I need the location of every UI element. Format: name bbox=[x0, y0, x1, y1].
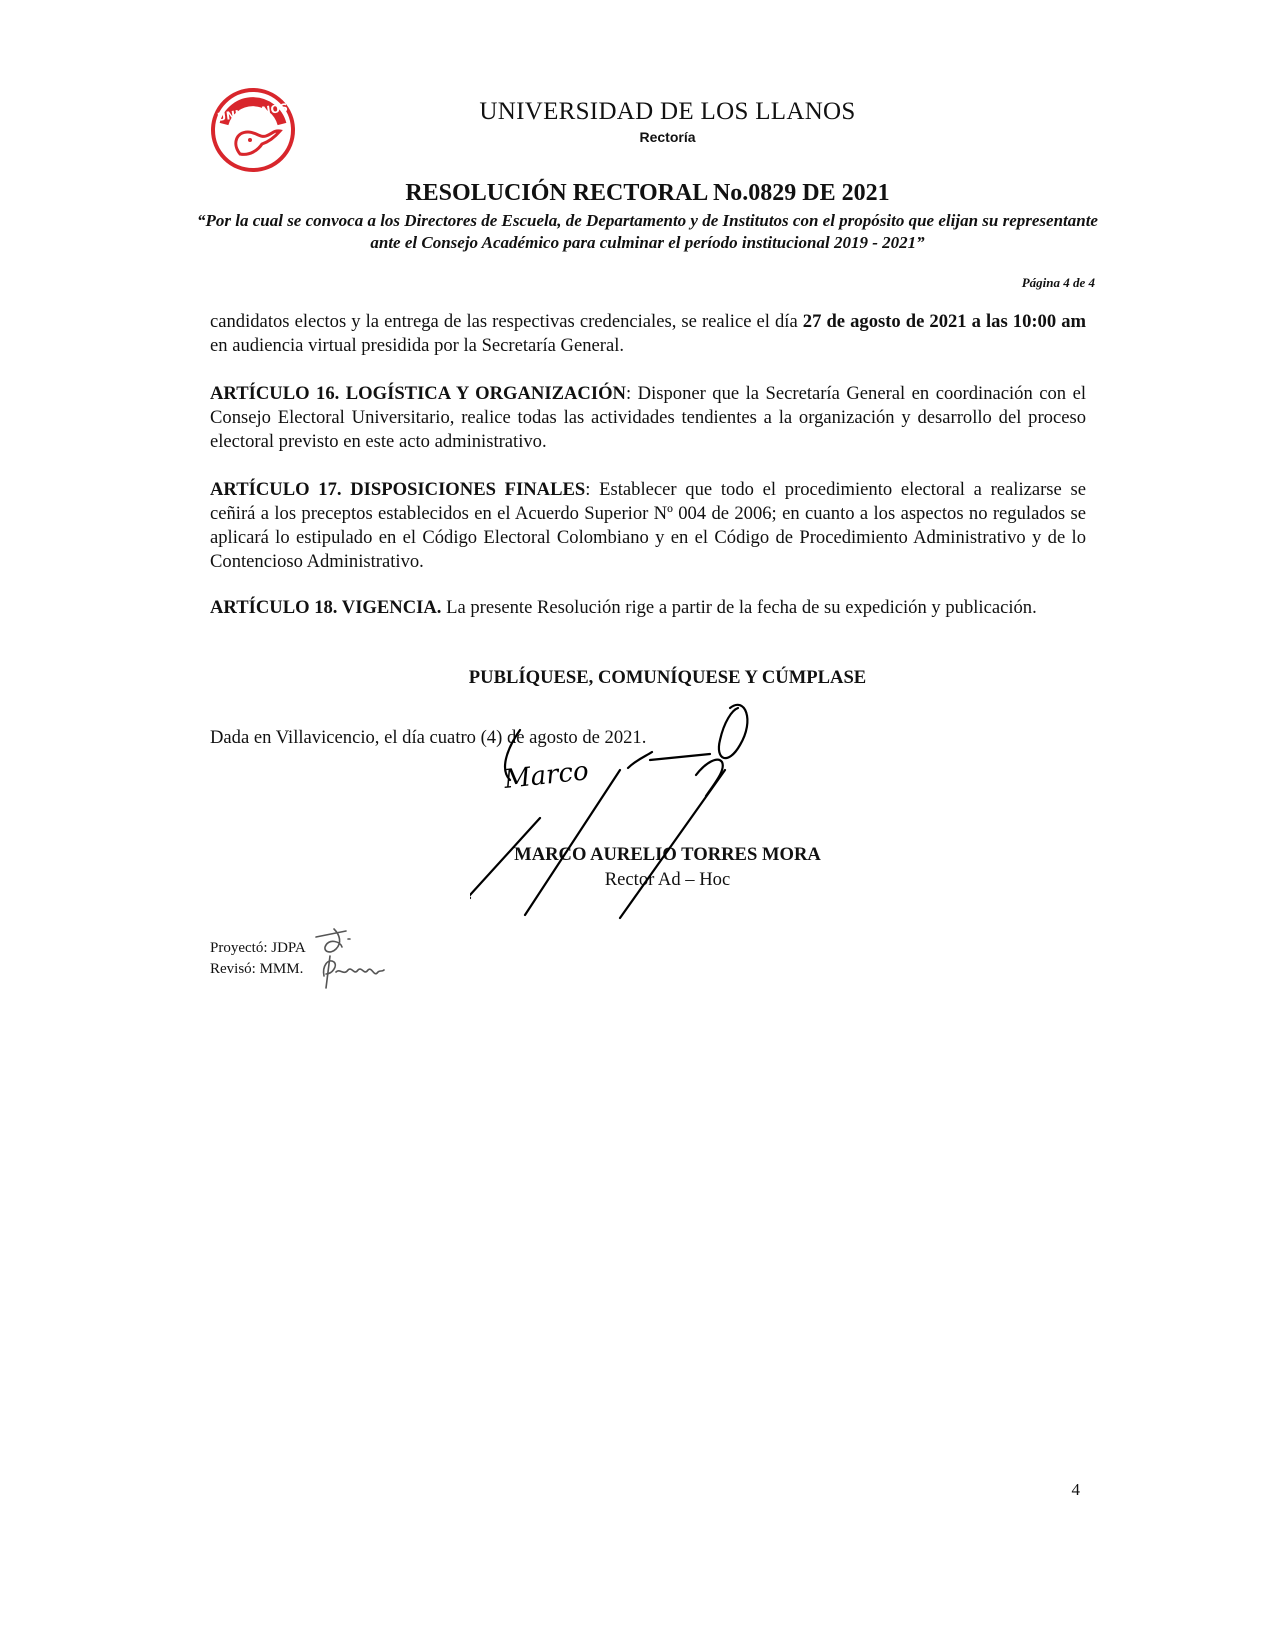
article-16 bbox=[210, 382, 1086, 454]
page-indicator: Página 4 de 4 bbox=[1021, 275, 1095, 290]
closing-formula: PUBLÍQUESE, COMUNÍQUESE Y CÚMPLASE bbox=[468, 667, 867, 688]
p0-text-c: en audiencia virtual presidida por la Secretaría General. bbox=[210, 335, 625, 356]
article-17-heading: ARTÍCULO 17. DISPOSICIONES FINALES bbox=[210, 479, 586, 500]
article-18-heading: ARTÍCULO 18. VIGENCIA. bbox=[210, 597, 442, 618]
article-17-text: : Establecer que todo el procedimiento electoral a realizarse se ceñirá a los preceptos establecidos en el Acuerdo Superior Nº 004 de 2006; en cuanto a los aspectos no regulados se aplicará lo estipulado en el Código Electoral Colombiano y en el Código de Procedimiento Administrativo y de lo Contencioso Administrativo. bbox=[210, 479, 1086, 572]
projected-by: Proyectó: JDPA bbox=[210, 940, 306, 956]
article-17 bbox=[210, 478, 1086, 574]
signatory-role: Rector Ad – Hoc bbox=[604, 869, 731, 890]
p0-date: 27 de agosto de 2021 a las 10:00 am bbox=[802, 311, 1086, 332]
article-18 bbox=[210, 596, 1086, 620]
date-place-line: Dada en Villavicencio, el día cuatro (4) de agosto de 2021. bbox=[210, 727, 647, 748]
handwritten-signature bbox=[470, 700, 780, 960]
initials-block bbox=[210, 938, 306, 980]
initials-signature-2 bbox=[318, 950, 388, 990]
reviewed-by: Revisó: MMM. bbox=[210, 961, 304, 977]
resolution-subtitle: “Por la cual se convoca a los Directores de Escuela, de Departamento y de Institutos con el propósito que elijan su representante ante el Consejo Académico para culminar el período institucional 2019 - 2021” bbox=[197, 211, 1098, 252]
signature-lettering: Marco bbox=[502, 756, 591, 795]
logo-lettering: UNILLANOS bbox=[216, 101, 289, 124]
office-name: Rectoría bbox=[639, 129, 696, 145]
p0-text-a: candidatos electos y la entrega de las respectivas credenciales, se realice el día bbox=[210, 311, 803, 332]
resolution-title: RESOLUCIÓN RECTORAL No.0829 DE 2021 bbox=[405, 180, 890, 206]
university-name: UNIVERSIDAD DE LOS LLANOS bbox=[479, 98, 856, 125]
article-16-text: : Disponer que la Secretaría General en coordinación con el Consejo Electoral Universitario, realice todas las actividades tendientes a la organización y desarrollo del proceso electoral previsto en este acto administrativo. bbox=[210, 383, 1086, 452]
signatory-name: MARCO AURELIO TORRES MORA bbox=[514, 844, 821, 865]
paragraph-continuation bbox=[210, 310, 1086, 358]
footer-page-number: 4 bbox=[1071, 1480, 1080, 1499]
article-18-text: La presente Resolución rige a partir de la fecha de su expedición y publicación. bbox=[441, 597, 1037, 618]
article-16-heading: ARTÍCULO 16. LOGÍSTICA Y ORGANIZACIÓN bbox=[210, 383, 626, 404]
